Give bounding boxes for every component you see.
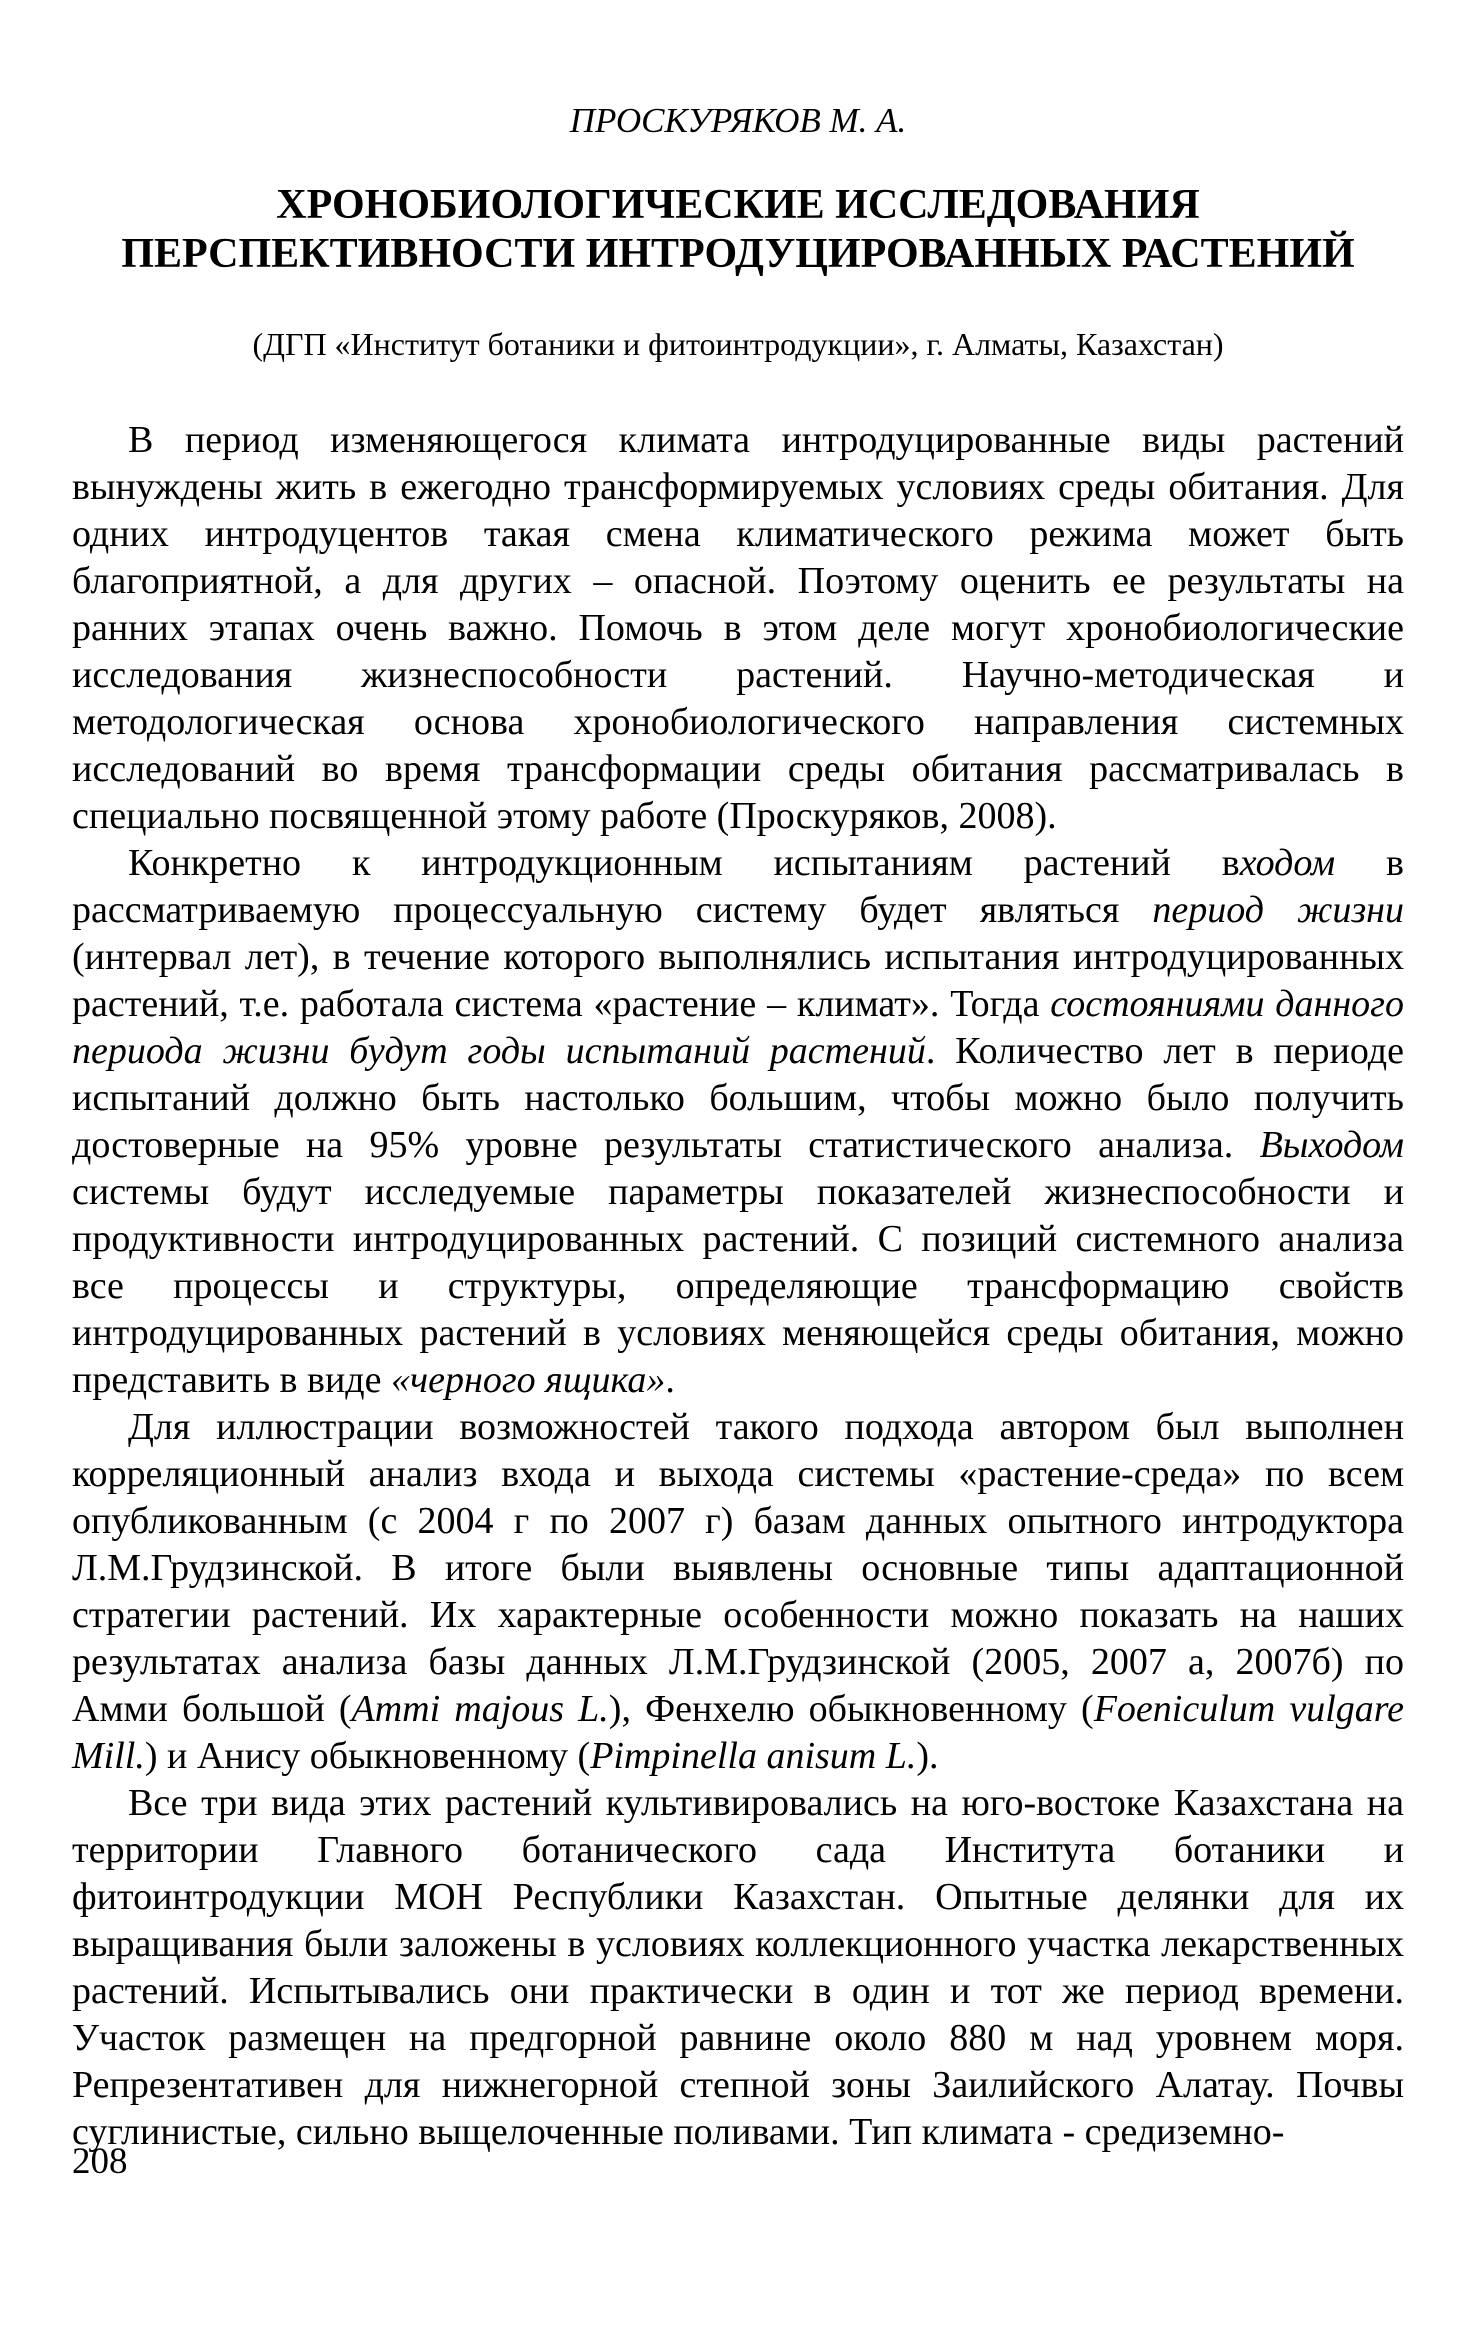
- text-segment: Все три вида этих растений культивировались на юго-востоке Казахстана на территории Главного ботанического сада Института ботаники и фитоинтродукции МОН Республики Казахстан. Опытные делянки для их выращивания были заложены в условиях коллекционного участка лекарственных растений. Испытывались они практически в один и тот же период времени. Участок размещен на предгорной равнине около 880 м над уровнем моря. Репрезентативен для нижнегорной степной зоны Заилийского Алатау. Почвы суглинистые, сильно выщелоченные поливами. Тип климата - средиземно-: [72, 1782, 1404, 2153]
- text-segment-italic: Pimpinella anisum L.: [590, 1735, 917, 1777]
- text-segment-italic: ходом: [1239, 842, 1336, 884]
- paragraph: [72, 417, 1404, 840]
- text-segment: .: [665, 1359, 675, 1401]
- text-segment: Конкретно к интродукционным испытаниям растений в: [128, 842, 1240, 884]
- page-number: 208: [72, 2141, 128, 2182]
- text-segment-italic: Выходом: [1259, 1124, 1404, 1166]
- author-line: ПРОСКУРЯКОВ М. А.: [569, 101, 907, 140]
- article-title: [72, 181, 1404, 279]
- text-segment-italic: период жизни: [1152, 889, 1404, 931]
- affiliation-line: (ДГП «Институт ботаники и фитоинтродукции», г. Алматы, Казахстан): [252, 326, 1224, 362]
- paragraph: [72, 1404, 1404, 1780]
- text-segment: ), Фенхелю обыкновенному (: [608, 1688, 1094, 1730]
- text-segment-italic: «черного ящика»: [390, 1359, 666, 1401]
- text-segment: (интервал лет), в течение которого выполнялись испытания интродуцированных растений, т.е. работала система «растение – климат». Тогда: [72, 936, 1404, 1025]
- text-segment: Для иллюстрации возможностей такого подхода автором был выполнен корреляционный анализ входа и выхода системы «растение-среда» по всем опубликованным (с 2004 г по 2007 г) базам данных опытного интродуктора Л.М.Грудзинской. В итоге были выявлены основные типы адаптационной стратегии растений. Их характерные особенности можно показать на наших результатах анализа базы данных Л.М.Грудзинской (2005, 2007 а, 2007б) по Амми большой (: [72, 1406, 1404, 1730]
- text-segment: . Количество лет в периоде испытаний должно быть настолько большим, чтобы можно было получить достоверные на 95% уровне результаты статистического анализа.: [72, 1030, 1404, 1166]
- text-segment-italic: Foeniculum vulgare Mill.: [72, 1688, 1404, 1777]
- text-segment: В период изменяющегося климата интродуцированные виды растений вынуждены жить в ежегодно трансформируемых условиях среды обитания. Для одних интродуцентов такая смена климатического режима может быть благоприятной, а для других – опасной. Поэтому оценить ее результаты на ранних этапах очень важно. Помочь в этом деле могут хронобиологические исследования жизнеспособности растений. Научно-методическая и методологическая основа хронобиологического направления системных исследований во время трансформации среды обитания рассматривалась в специально посвященной этому работе (Проскуряков, 2008).: [72, 419, 1404, 837]
- text-segment: ) и Анису обыкновенному (: [144, 1735, 591, 1777]
- text-segment: в рассматриваемую процессуальную систему будет являться: [72, 842, 1404, 931]
- title-line-1: ХРОНОБИОЛОГИЧЕСКИЕ ИССЛЕДОВАНИЯ: [276, 182, 1200, 228]
- paragraph: [72, 840, 1404, 1404]
- paragraph: [72, 1780, 1404, 2156]
- text-segment-italic: Ammi majous L.: [351, 1688, 609, 1730]
- text-segment: ).: [916, 1735, 939, 1777]
- title-line-2: ПЕРСПЕКТИВНОСТИ ИНТРОДУЦИРОВАННЫХ РАСТЕНИЙ: [121, 231, 1355, 277]
- article-body: [72, 417, 1404, 2156]
- text-segment: системы будут исследуемые параметры показателей жизнеспособности и продуктивности интродуцированных растений. С позиций системного анализа все процессы и структуры, определяющие трансформацию свойств интродуцированных растений в условиях меняющейся среды обитания, можно представить в виде: [72, 1171, 1404, 1401]
- text-segment-italic: состояниями данного периода жизни будут годы испытаний растений: [72, 983, 1404, 1072]
